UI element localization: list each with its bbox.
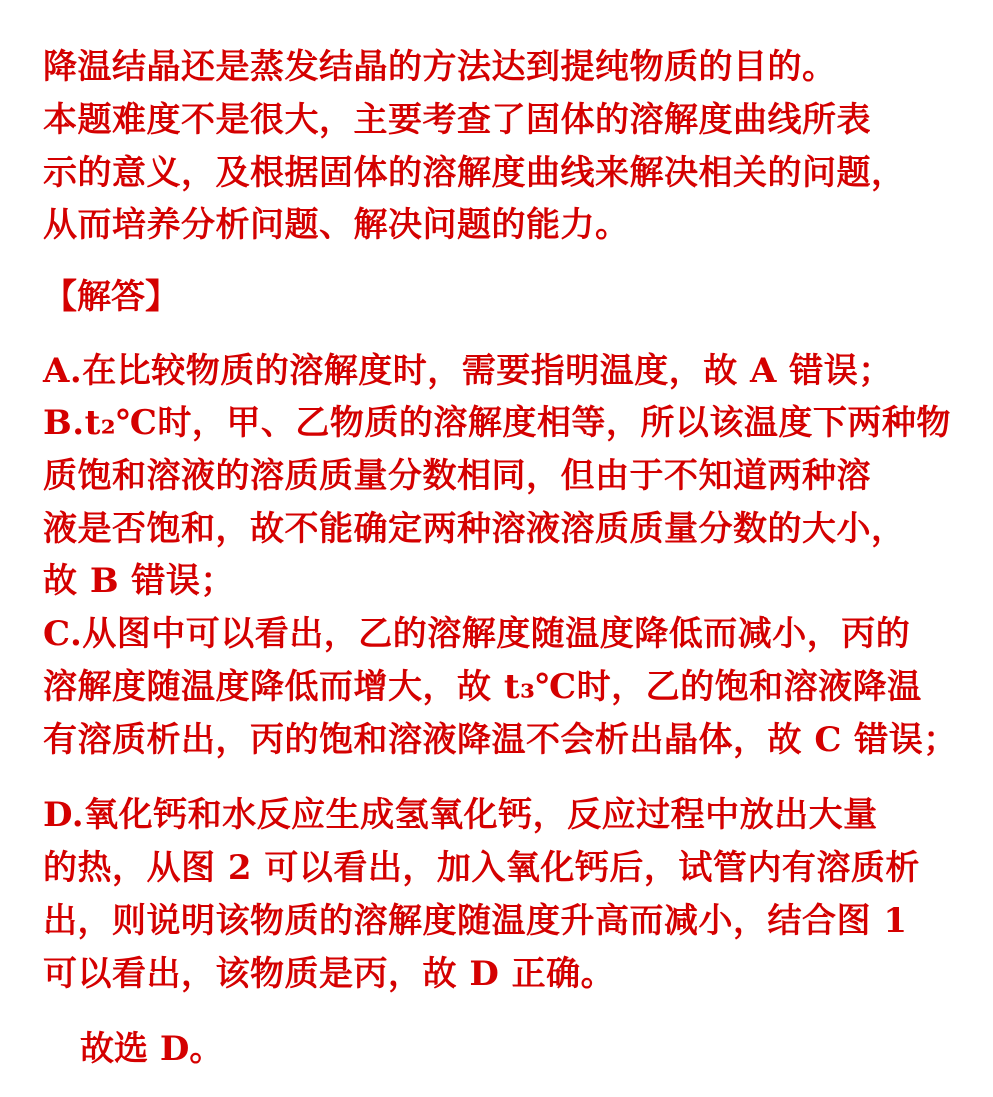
option-b-line-1: B.t₂℃时，甲、乙物质的溶解度相等，所以该温度下两种物 [43, 403, 951, 443]
option-c-line-3: 有溶质析出，丙的饱和溶液降温不会析出晶体，故 C 错误； [43, 720, 958, 760]
option-c-line-1: C.从图中可以看出，乙的溶解度随温度降低而减小，丙的 [43, 614, 911, 654]
intro-line-2: 本题难度不是很大，主要考查了固体的溶解度曲线所表 [43, 100, 871, 140]
intro-line-4: 从而培养分析问题、解决问题的能力。 [43, 205, 630, 245]
option-c-line-2: 溶解度随温度降低而增大，故 t₃℃时，乙的饱和溶液降温 [43, 667, 922, 707]
option-d-line-1: D.氧化钙和水反应生成氢氧化钙，反应过程中放出大量 [43, 795, 878, 835]
option-b-line-3: 液是否饱和，故不能确定两种溶液溶质质量分数的大小， [43, 509, 906, 549]
intro-line-1: 降温结晶还是蒸发结晶的方法达到提纯物质的目的。 [43, 47, 837, 87]
option-a-line-1: A.在比较物质的溶解度时，需要指明温度，故 A 错误； [43, 351, 893, 391]
option-b-line-4: 故 B 错误； [43, 561, 235, 601]
option-b-line-2: 质饱和溶液的溶质质量分数相同，但由于不知道两种溶 [43, 456, 871, 496]
final-answer: 故选 D。 [80, 1029, 224, 1069]
option-d-line-3: 出，则说明该物质的溶解度随温度升高而减小，结合图 1 [43, 901, 908, 941]
option-d-line-4: 可以看出，该物质是丙，故 D 正确。 [43, 954, 616, 994]
answer-heading: 【解答】 [43, 277, 179, 317]
intro-line-3: 示的意义，及根据固体的溶解度曲线来解决相关的问题， [43, 153, 906, 193]
option-d-line-2: 的热，从图 2 可以看出，加入氧化钙后，试管内有溶质析 [43, 848, 920, 888]
